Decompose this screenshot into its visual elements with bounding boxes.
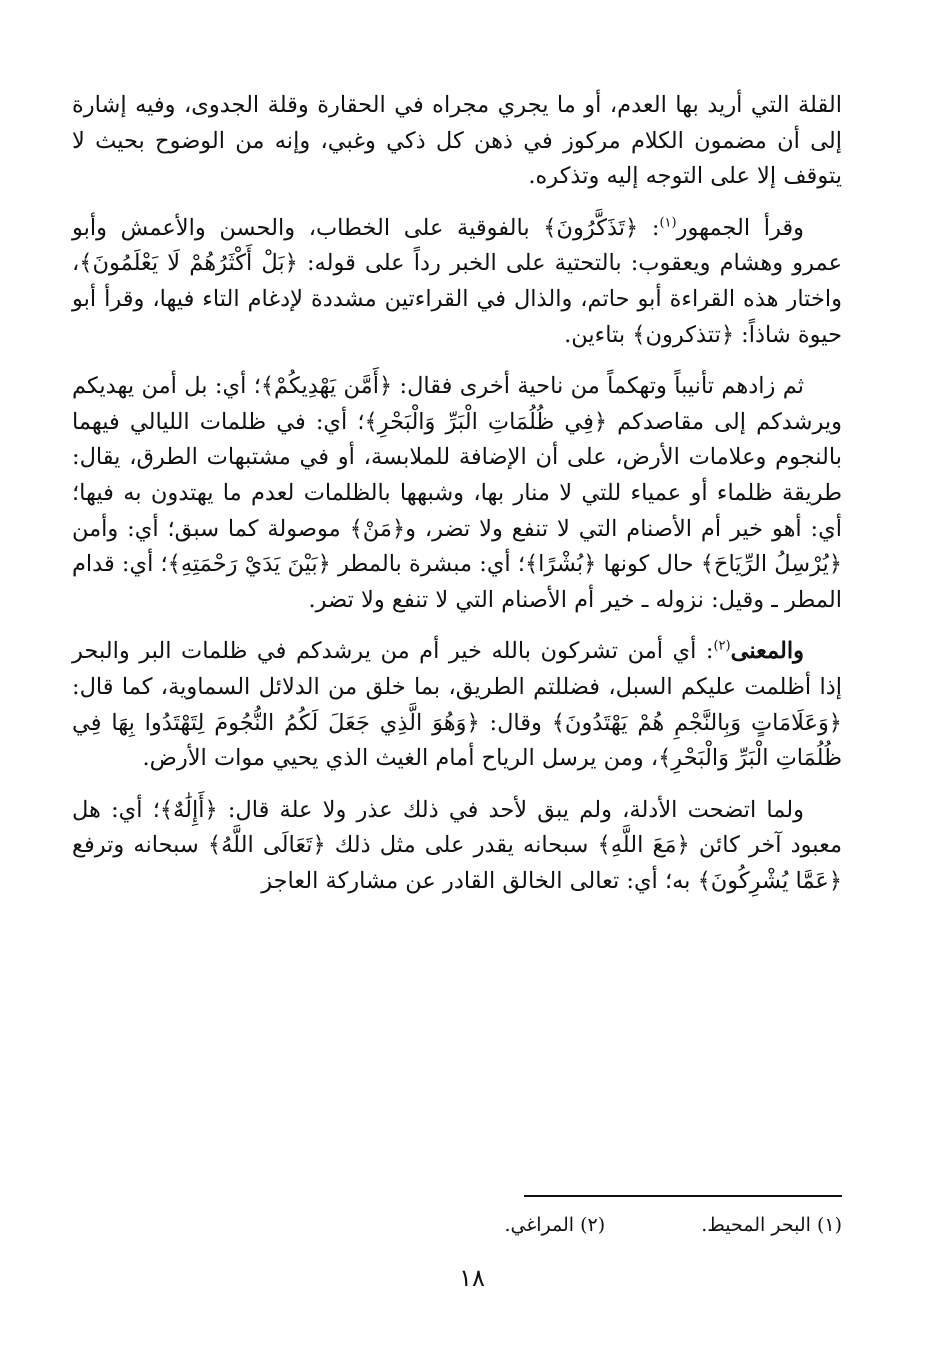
paragraph-4-lead: والمعنى [730,638,804,665]
footnote-marker-1: (١) [659,215,677,231]
paragraph-1: القلة التي أريد بها العدم، أو ما يجري مجراه في الحقارة وقلة الجدوى، وفيه إشارة إلى أن مضمون الكلام مركوز في ذهن كل ذكي وغبي، وإنه من الوضوح بحيث لا يتوقف إلا على التوجه إليه وتذكره. [72,92,842,190]
footnote-2: (٢) المراغي. [504,1214,606,1236]
paragraph-4-body: : أي أمن تشركون بالله خير أم من يرشدكم في ظلمات البر والبحر إذا أظلمت عليكم السبل، فضللتم الطريق، بما خلق من الدلائل السماوية، كما قال: ﴿وَعَلَامَاتٍ وَبِالنَّجْمِ هُمْ يَهْتَدُونَ﴾ وقال: ﴿وَهُوَ الَّذِي جَعَلَ لَكُمُ النُّجُومَ لِتَهْتَدُوا بِهَا فِي ظُلُمَاتِ الْبَرِّ وَالْبَحْرِ﴾، ومن يرسل الرياح أمام الغيث الذي يحيي موات الأرض. [72,638,842,772]
paragraph-2 [72,211,842,353]
footnote-marker-2: (٢) [713,638,731,654]
page-body [72,88,842,915]
paragraph-2-lead: وقرأ الجمهور [676,214,805,241]
paragraph-3: ثم زادهم تأنيباً وتهكماً من ناحية أخرى فقال: ﴿أَمَّن يَهْدِيكُمْ﴾؛ أي: بل أمن يهديكم ويرشدكم إلى مقاصدكم ﴿فِي ظُلُمَاتِ الْبَرِّ وَالْبَحْرِ﴾؛ أي: في ظلمات الليالي فيهما بالنجوم وعلامات الأرض، على أن الإضافة للملابسة، أو في مشتبهات الطرق، يقال: طريقة ظلماء أو عمياء للتي لا منار بها، وشبهها بالظلمات لعدم ما يهتدون به فيها؛ أي: أهو خير أم الأصنام التي لا تنفع ولا تضر، و﴿مَنْ﴾ موصولة كما سبق؛ أي: وأمن ﴿يُرْسِلُ الرِّيَاحَ﴾ حال كونها ﴿بُشْرًا﴾؛ أي: مبشرة بالمطر ﴿بَيْنَ يَدَيْ رَحْمَتِهِ﴾؛ أي: قدام المطر ـ وقيل: نزوله ـ خير أم الأصنام التي لا تنفع ولا تضر. [72,373,842,613]
paragraph-5: ولما اتضحت الأدلة، ولم يبق لأحد في ذلك عذر ولا علة قال: ﴿أَإِلَٰهٌ﴾؛ أي: هل معبود آخر كائن ﴿مَعَ اللَّهِ﴾ سبحانه يقدر على مثل ذلك ﴿تَعَالَى اللَّهُ﴾ سبحانه وترفع ﴿عَمَّا يُشْرِكُونَ﴾ به؛ أي: تعالى الخالق القادر عن مشاركة العاجز [72,796,842,894]
footnote-separator [524,1195,842,1197]
paragraph-2-body: : ﴿تَذَكَّرُونَ﴾ بالفوقية على الخطاب، والحسن والأعمش وأبو عمرو وهشام ويعقوب: بالتحتية على الخبر رداً على قوله: ﴿بَلْ أَكْثَرُهُمْ لَا يَعْلَمُونَ﴾، واختار هذه القراءة أبو حاتم، والذال في القراءتين مشددة لإدغام التاء فيها، وقرأ أبو حيوة شاذاً: ﴿تتذكرون﴾ بتاءين. [72,214,842,348]
paragraph-4 [72,634,842,776]
page-number: ١٨ [459,1264,485,1292]
footnotes [322,1210,842,1240]
footnote-1: (١) البحر المحيط. [701,1214,842,1236]
